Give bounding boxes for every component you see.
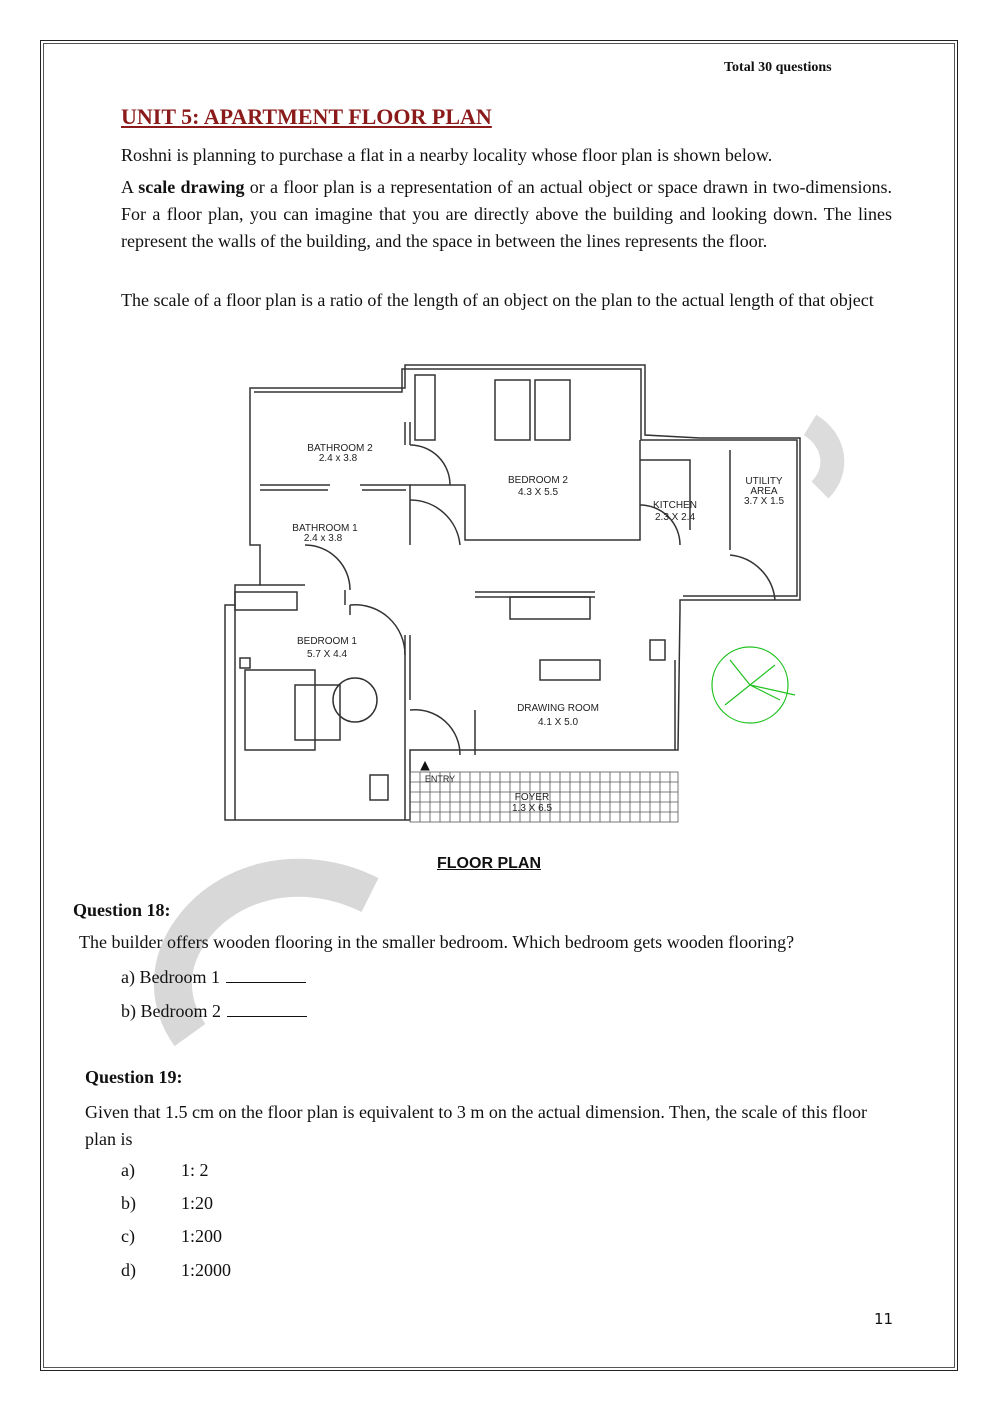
total-questions: Total 30 questions: [724, 60, 832, 75]
q18-option-b-label: b) Bedroom 2: [121, 1001, 221, 1021]
q19-option-b-value: 1:20: [181, 1193, 214, 1213]
tree-icon: [712, 647, 795, 723]
intro-p2-rest: or a floor plan is a representation of an actual object or space drawn in two-dimensions. For a floor plan, you can imagine that you are directly above the building and looking down. The lines represent the walls of the building, and the space in between the lines represents the floor.: [121, 177, 893, 251]
utility-label: UTILITY: [745, 476, 783, 487]
bathroom1-size: 2.4 x 3.8: [303, 533, 343, 544]
bathroom2-size: 2.4 x 3.8: [318, 453, 358, 464]
q18-heading: Question 18:: [73, 900, 171, 920]
page-number: 11: [874, 1310, 894, 1328]
intro-paragraph-3: The scale of a floor plan is a ratio of the length of an object on the plan to the actual length of that object: [121, 290, 874, 310]
q19-option-d[interactable]: [121, 1260, 231, 1281]
bedroom1-label: BEDROOM 1: [296, 636, 358, 647]
utility-label-2: AREA: [750, 486, 778, 497]
intro-p2-prefix: A: [121, 177, 139, 197]
q19-option-d-value: 1:2000: [181, 1260, 232, 1280]
q19-option-c-value: 1:200: [181, 1226, 223, 1246]
q19-option-a-value: 1: 2: [181, 1160, 209, 1180]
bedroom1-size: 5.7 X 4.4: [306, 649, 348, 660]
q19-option-a[interactable]: [121, 1160, 209, 1181]
drawing-room-label: DRAWING ROOM: [517, 703, 599, 714]
utility-size: 3.7 X 1.5: [743, 496, 785, 507]
q19-option-b-label: b): [121, 1193, 136, 1213]
bedroom2-size: 4.3 X 5.5: [517, 487, 559, 498]
q19-option-d-label: d): [121, 1260, 136, 1280]
q18-option-b[interactable]: [121, 1000, 307, 1022]
q18-option-a[interactable]: [121, 966, 306, 988]
kitchen-size: 2.3 X 2.4: [654, 512, 696, 523]
q18-option-a-label: a) Bedroom 1: [121, 967, 220, 987]
floor-plan-drawing: [220, 360, 820, 830]
q19-text: Given that 1.5 cm on the floor plan is equivalent to 3 m on the actual dimension. Then, the scale of this floor plan is: [85, 1102, 867, 1149]
foyer-label: FOYER: [514, 792, 550, 803]
foyer-size: 1.3 X 6.5: [511, 803, 553, 814]
unit-title: UNIT 5: APARTMENT FLOOR PLAN: [121, 104, 492, 129]
q19-option-a-label: a): [121, 1160, 135, 1180]
q19-option-b[interactable]: [121, 1193, 213, 1214]
q19-option-c[interactable]: [121, 1226, 222, 1247]
scale-drawing-term: scale drawing: [138, 177, 245, 197]
kitchen-label: KITCHEN: [653, 500, 697, 511]
q19-option-c-label: c): [121, 1226, 135, 1246]
q18-text: The builder offers wooden flooring in the smaller bedroom. Which bedroom gets wooden flooring?: [79, 932, 795, 952]
bathroom1-label: BATHROOM 1: [292, 523, 358, 534]
drawing-room-size: 4.1 X 5.0: [537, 717, 579, 728]
q18-answer-blank-a[interactable]: [226, 966, 306, 983]
q19-heading: Question 19:: [85, 1067, 183, 1087]
entry-label: ENTRY: [424, 774, 456, 784]
intro-paragraph-1: Roshni is planning to purchase a flat in a nearby locality whose floor plan is shown below.: [121, 145, 773, 165]
intro-paragraph-2: [121, 174, 892, 255]
q18-answer-blank-b[interactable]: [227, 1000, 307, 1017]
bathroom2-label: BATHROOM 2: [307, 443, 373, 454]
bedroom2-label: BEDROOM 2: [507, 475, 569, 486]
floor-plan-title: FLOOR PLAN: [437, 855, 541, 872]
